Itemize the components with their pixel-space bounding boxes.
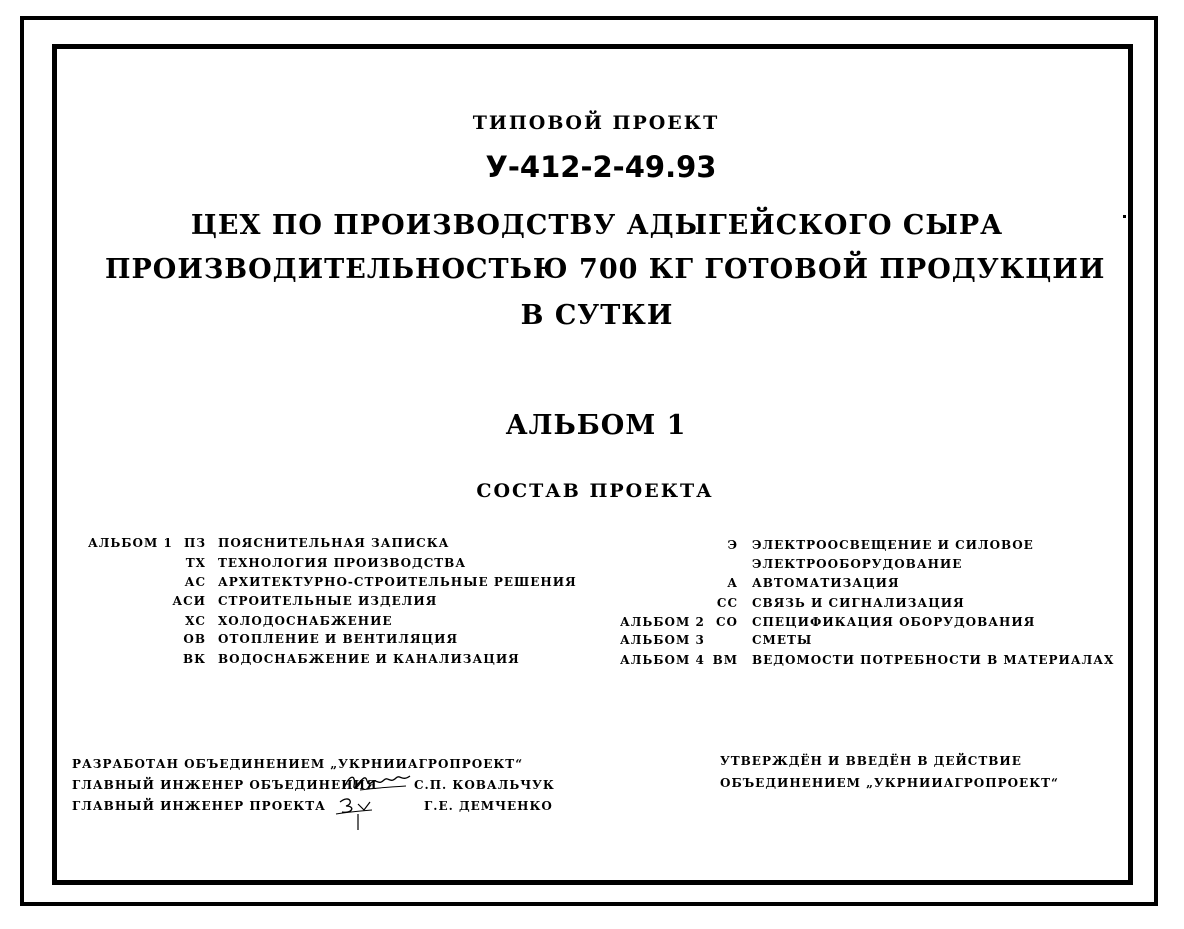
chief-engineer-project-label: ГЛАВНЫЙ ИНЖЕНЕР ПРОЕКТА bbox=[72, 799, 326, 813]
list-item-text: ПОЯСНИТЕЛЬНАЯ ЗАПИСКА bbox=[218, 536, 450, 550]
list-item-code: ОВ bbox=[183, 632, 206, 646]
list-item-text: ТЕХНОЛОГИЯ ПРОИЗВОДСТВА bbox=[218, 556, 467, 570]
right-album-label: АЛЬБОМ 4 bbox=[620, 653, 705, 667]
list-item-code: ВК bbox=[182, 652, 206, 666]
signature-demchenko bbox=[334, 792, 380, 832]
title-line-2: ПРОИЗВОДИТЕЛЬНОСТЬЮ 700 КГ ГОТОВОЙ ПРОДУКЦИИ bbox=[105, 254, 1106, 285]
list-item-code: СО bbox=[715, 615, 738, 629]
right-album-label: АЛЬБОМ 2 bbox=[620, 615, 705, 629]
project-type-heading: ТИПОВОЙ ПРОЕКТ bbox=[472, 112, 720, 134]
list-item-code: Э bbox=[727, 538, 738, 552]
list-item-text: АРХИТЕКТУРНО-СТРОИТЕЛЬНЫЕ РЕШЕНИЯ bbox=[218, 575, 577, 589]
list-item-code: ПЗ bbox=[184, 536, 206, 550]
list-item-text: СТРОИТЕЛЬНЫЕ ИЗДЕЛИЯ bbox=[218, 594, 438, 608]
project-code: У-412-2-49.93 bbox=[485, 150, 717, 184]
chief-engineer-org-label: ГЛАВНЫЙ ИНЖЕНЕР ОБЪЕДИНЕНИЯ bbox=[72, 778, 378, 792]
left-album-label: АЛЬБОМ 1 bbox=[88, 536, 173, 550]
chief-engineer-org-name: С.П. КОВАЛЬЧУК bbox=[414, 778, 555, 792]
list-item-text: ЭЛЕКТРООБОРУДОВАНИЕ bbox=[752, 557, 963, 571]
title-line-1: ЦЕХ ПО ПРОИЗВОДСТВУ АДЫГЕЙСКОГО СЫРА bbox=[190, 210, 1004, 241]
list-item-code: ВМ bbox=[712, 653, 738, 667]
list-item-code: ТХ bbox=[185, 556, 206, 570]
list-item-text: ОТОПЛЕНИЕ И ВЕНТИЛЯЦИЯ bbox=[218, 632, 459, 646]
list-item-text: СПЕЦИФИКАЦИЯ ОБОРУДОВАНИЯ bbox=[752, 615, 1036, 629]
list-item-text: ВЕДОМОСТИ ПОТРЕБНОСТИ В МАТЕРИАЛАХ bbox=[752, 653, 1115, 667]
title-line-3: В СУТКИ bbox=[520, 300, 674, 331]
list-item-code: АС bbox=[184, 575, 206, 589]
list-item-text: ВОДОСНАБЖЕНИЕ И КАНАЛИЗАЦИЯ bbox=[218, 652, 520, 666]
list-item-text: ЭЛЕКТРООСВЕЩЕНИЕ И СИЛОВОЕ bbox=[752, 538, 1034, 552]
list-item-text: СВЯЗЬ И СИГНАЛИЗАЦИЯ bbox=[752, 596, 965, 610]
developed-by: РАЗРАБОТАН ОБЪЕДИНЕНИЕМ „УКРНИИАГРОПРОЕКТ“ bbox=[72, 757, 524, 771]
chief-engineer-project-name: Г.Е. ДЕМЧЕНКО bbox=[424, 799, 553, 813]
album-heading: АЛЬБОМ 1 bbox=[505, 410, 687, 441]
approved-line-1: УТВЕРЖДЁН И ВВЕДЁН В ДЕЙСТВИЕ bbox=[720, 754, 1022, 768]
composition-heading: СОСТАВ ПРОЕКТА bbox=[476, 480, 714, 502]
list-item-code: ХС bbox=[185, 614, 206, 628]
list-item-text: СМЕТЫ bbox=[752, 633, 813, 647]
approved-line-2: ОБЪЕДИНЕНИЕМ „УКРНИИАГРОПРОЕКТ“ bbox=[720, 776, 1059, 790]
list-item-code: А bbox=[727, 576, 738, 590]
right-album-label: АЛЬБОМ 3 bbox=[620, 633, 705, 647]
list-item-code: АСИ bbox=[172, 594, 206, 608]
list-item-text: ХОЛОДОСНАБЖЕНИЕ bbox=[218, 614, 393, 628]
list-item-text: АВТОМАТИЗАЦИЯ bbox=[752, 576, 900, 590]
list-item-code: СС bbox=[716, 596, 738, 610]
